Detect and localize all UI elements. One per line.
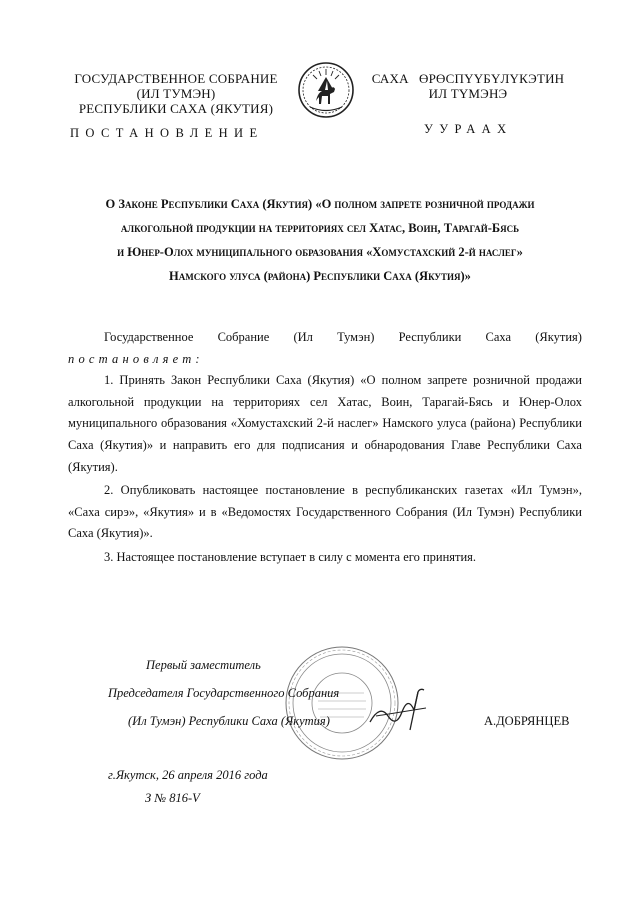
title-line-1: О Законе Республики Саха (Якутия) «О полном запрете розничной продажи <box>105 197 535 211</box>
header-right <box>356 71 580 101</box>
title-line-2: алкогольной продукции на территориях сел Хатас, Воин, Тарагай-Бясь <box>120 221 520 235</box>
emblem-icon <box>297 61 355 119</box>
preamble-line <box>68 327 582 349</box>
doc-type-right: УУРААХ <box>424 122 513 136</box>
signature-line-2: Председателя Государственного Собрания <box>108 686 340 700</box>
document-title <box>70 192 570 288</box>
item-1: 1. Принять Закон Республики Саха (Якутия) «О полном запрете розничной продажи алкогольной продукции на территориях сел Хатас, Воин, Тарагай-Бясь и Юнер-Олох муниципального образования «Хомустахский 2-й наслег» Намского улуса (района) Республики Саха (Якутия)» и направить его для подписания и обнародования Главе Республики Саха (Якутия). <box>68 373 582 474</box>
item-2: 2. Опубликовать настоящее постановление в республиканских газетах «Ил Тумэн», «Саха сирэ», «Якутия» и в «Ведомостях Государственного Собрания (Ил Тумэн) Республики Саха (Якутия)». <box>68 483 582 541</box>
preamble-word-6: Саха <box>485 330 512 344</box>
preamble-word-5: Республики <box>398 330 462 344</box>
header-left-line-3: РЕСПУБЛИКИ САХА (ЯКУТИЯ) <box>78 101 274 116</box>
header-right-line-1: САХА ӨРӨСПҮҮБҮЛҮКЭТИН <box>371 71 565 86</box>
header-left-line-2: (ИЛ ТУМЭН) <box>136 86 216 101</box>
preamble-verb: постановляет: <box>68 351 204 366</box>
preamble-word-4: Тумэн) <box>337 330 375 344</box>
preamble-word-2: Собрание <box>217 330 270 344</box>
document-body <box>68 327 582 569</box>
item-3: 3. Настоящее постановление вступает в силу с момента его принятия. <box>104 549 477 564</box>
signature-line-3: (Ил Тумэн) Республики Саха (Якутия) <box>128 714 330 728</box>
signatory-name: А.ДОБРЯНЦЕВ <box>484 714 570 728</box>
header-right-line-2: ИЛ ТҮМЭНЭ <box>428 86 508 101</box>
place-date: г.Якутск, 26 апреля 2016 года <box>108 768 268 782</box>
header-left <box>60 71 292 116</box>
title-line-4: Намского улуса (района) Республики Саха (Якутия)» <box>169 269 471 283</box>
preamble-word-1: Государственное <box>104 330 194 344</box>
preamble-word-3: (Ил <box>293 330 313 344</box>
header-left-line-1: ГОСУДАРСТВЕННОЕ СОБРАНИЕ <box>74 71 278 86</box>
signature-line-1: Первый заместитель <box>146 658 261 672</box>
signature-scribble-icon <box>366 686 432 736</box>
title-line-3: и Юнер-Олох муниципального образования «Хомустахский 2-й наслег» <box>117 245 523 259</box>
preamble-word-7: (Якутия) <box>535 330 582 344</box>
doc-type-left: ПОСТАНОВЛЕНИЕ <box>70 126 264 140</box>
document-number: З № 816-V <box>145 791 200 805</box>
